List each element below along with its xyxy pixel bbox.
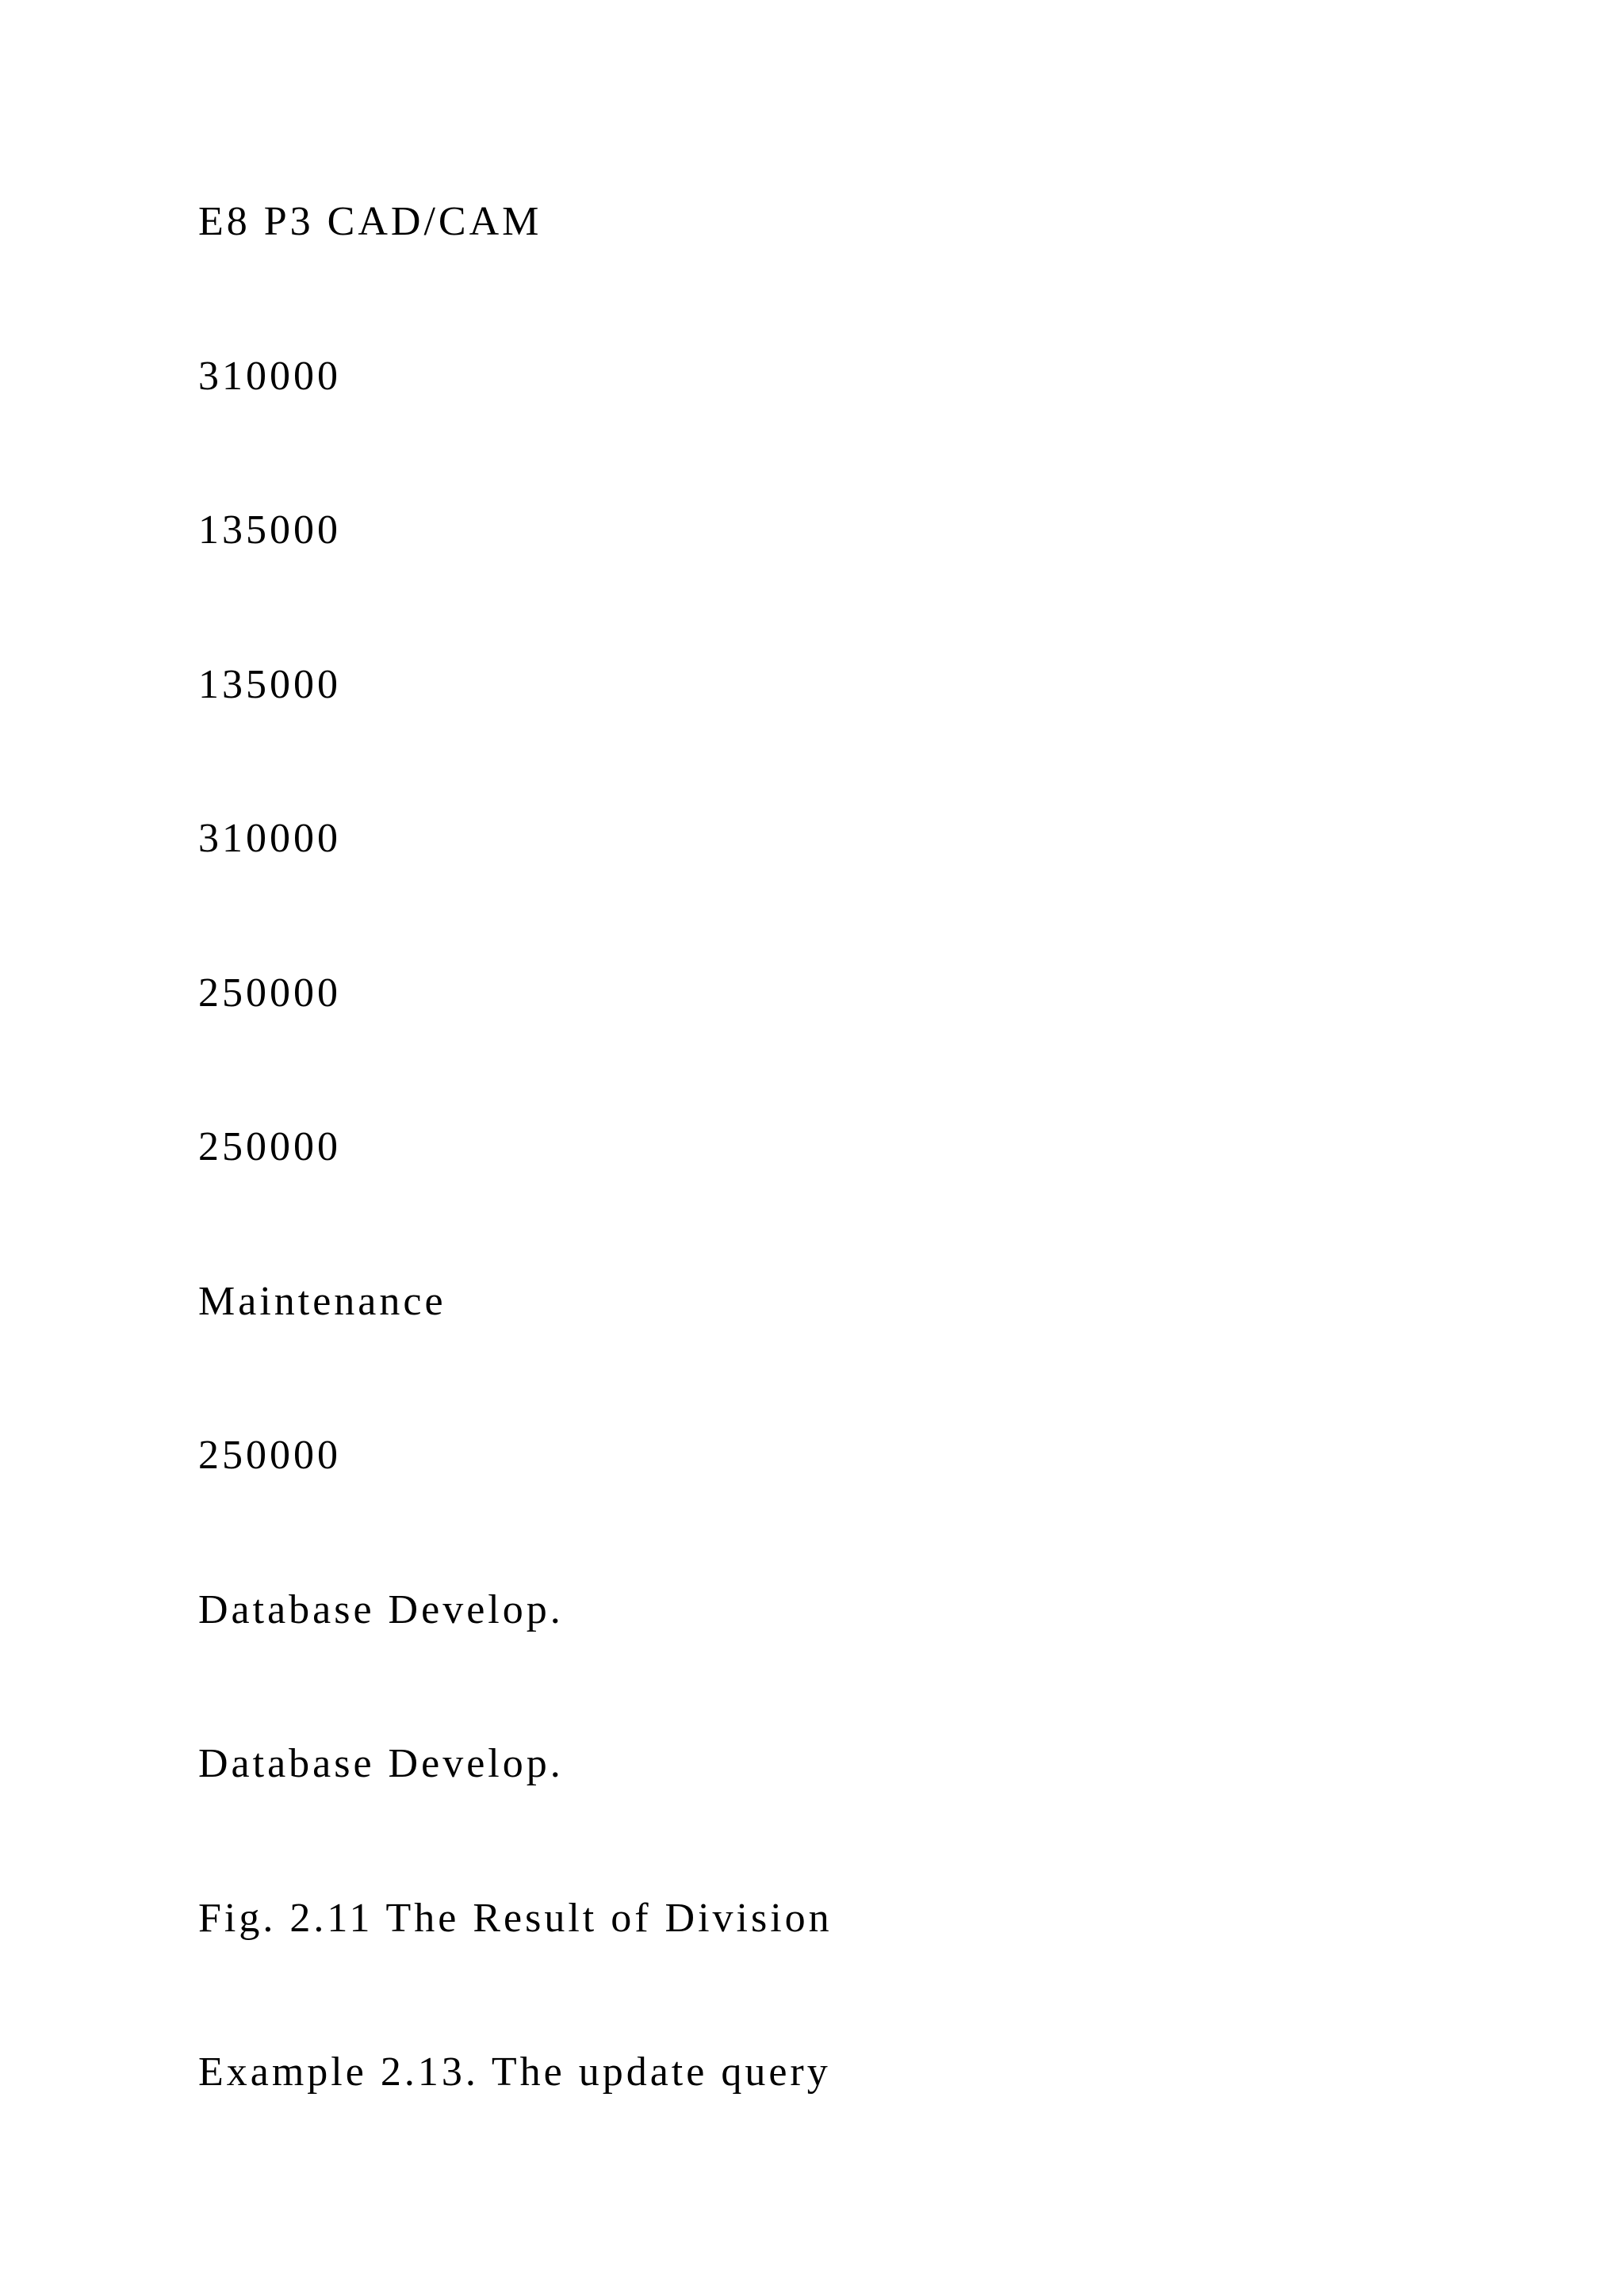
text-line: 250000 [198, 1124, 341, 1169]
figure-caption: Fig. 2.11 The Result of Division [198, 1896, 833, 1941]
example-heading: Example 2.13. The update query [198, 2049, 831, 2095]
text-line: 250000 [198, 1433, 341, 1478]
text-line: 310000 [198, 816, 341, 861]
text-line: Database Develop. [198, 1741, 564, 1786]
text-line: 135000 [198, 662, 341, 707]
text-line: 135000 [198, 507, 341, 553]
text-line: Maintenance [198, 1279, 446, 1324]
text-line: 310000 [198, 354, 341, 399]
text-line: E8 P3 CAD/CAM [198, 199, 542, 244]
text-line: Database Develop. [198, 1587, 564, 1632]
text-line: 250000 [198, 970, 341, 1016]
